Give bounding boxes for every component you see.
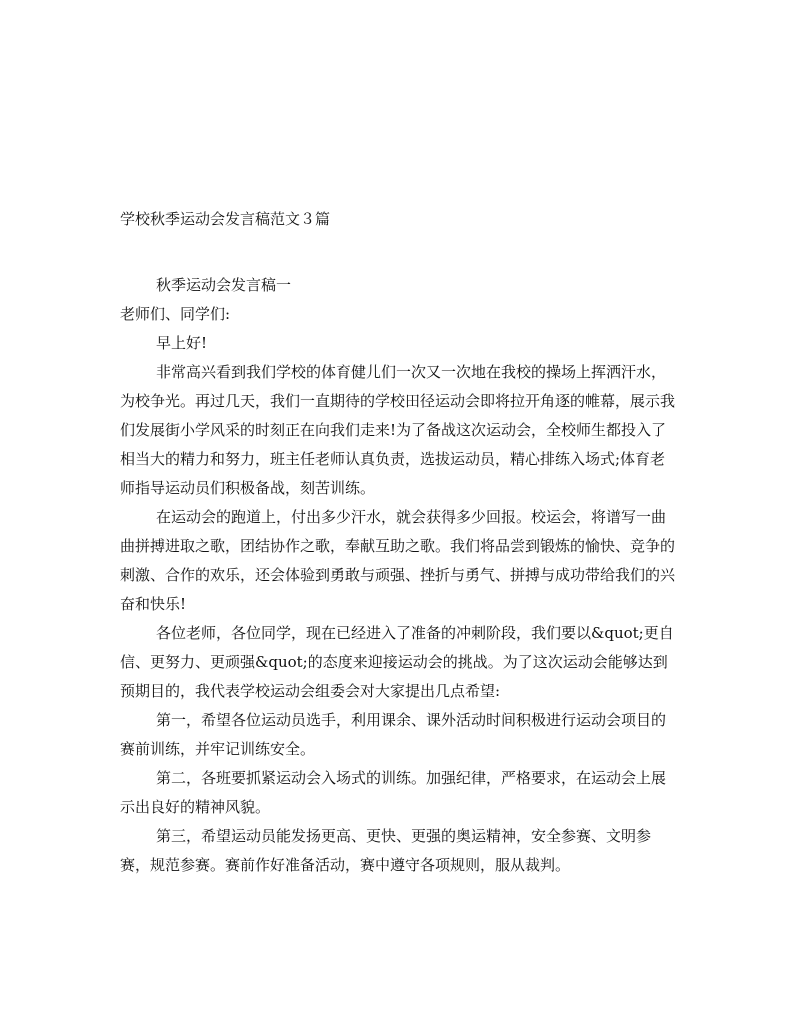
paragraph: 非常高兴看到我们学校的体育健儿们一次又一次地在我校的操场上挥洒汗水，为校争光。再过几天，我们一直期待的学校田径运动会即将拉开角逐的帷幕，展示我们发展街小学风采的时刻正在向我们走来!为了备战这次运动会，全校师生都投入了相当大的精力和努力，班主任老师认真负责，选拔运动员，精心排练入场式;体育老师指导运动员们积极备战，刻苦训练。 [120,363,676,497]
document-title: 学校秋季运动会发言稿范文３篇 [120,210,331,228]
paragraph: 第一，希望各位运动员选手，利用课余、课外活动时间积极进行运动会项目的赛前训练，并牢记训练安全。 [120,711,667,758]
salutation: 老师们、同学们: [120,305,231,323]
paragraph: 在运动会的跑道上，付出多少汗水，就会获得多少回报。校运会，将谱写一曲曲拼搏进取之歌，团结协作之歌，奉献互助之歌。我们将品尝到锻炼的愉快、竞争的刺激、合作的欢乐，还会体验到勇敢与顽强、挫折与勇气、拼搏与成功带给我们的兴奋和快乐! [120,508,676,613]
greeting: 早上好! [156,334,208,352]
section-heading: 秋季运动会发言稿一 [156,276,292,294]
paragraph: 第二，各班要抓紧运动会入场式的训练。加强纪律，严格要求，在运动会上展示出良好的精神风貌。 [120,769,667,816]
document-body [120,271,680,880]
paragraph: 第三，希望运动员能发扬更高、更快、更强的奥运精神，安全参赛、文明参赛，规范参赛。赛前作好准备活动，赛中遵守各项规则，服从裁判。 [120,827,652,874]
paragraph: 各位老师，各位同学，现在已经进入了准备的冲刺阶段，我们要以&quot;更自信、更努力、更顽强&quot;的态度来迎接运动会的挑战。为了这次运动会能够达到预期目的，我代表学校运动会组委会对大家提出几点希望: [120,624,674,700]
